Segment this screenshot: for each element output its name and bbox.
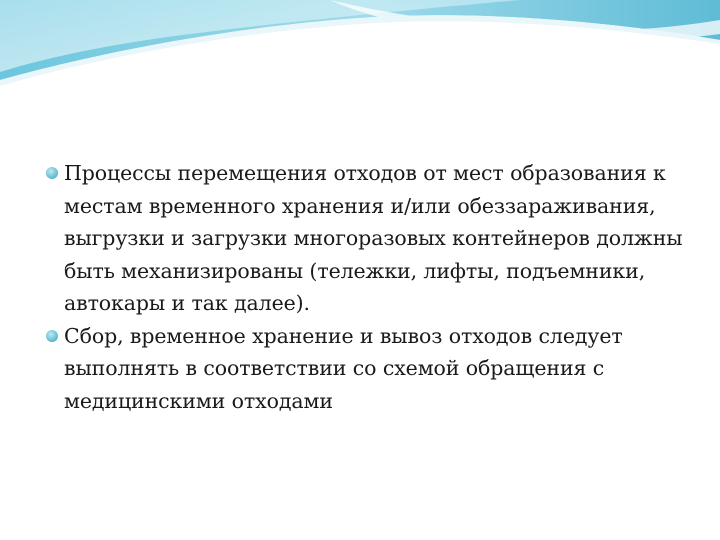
- bullet-text: Процессы перемещения отходов от мест образования к местам временного хранения и/или обеззараживания, выгрузки и загрузки многоразовых контейнеров должны быть механизированы (тележки, лифты, подъемники, автокары и так далее).: [64, 161, 683, 315]
- bullet-item-collection: [46, 320, 696, 418]
- round-bullet-icon: [46, 167, 58, 179]
- bullet-list: [46, 157, 696, 417]
- header-wave-decoration: [0, 0, 720, 90]
- bullet-item-transport: [46, 157, 696, 320]
- round-bullet-icon: [46, 330, 58, 342]
- bullet-text: Сбор, временное хранение и вывоз отходов следует выполнять в соответствии со схемой обращения с медицинскими отходами: [64, 323, 623, 413]
